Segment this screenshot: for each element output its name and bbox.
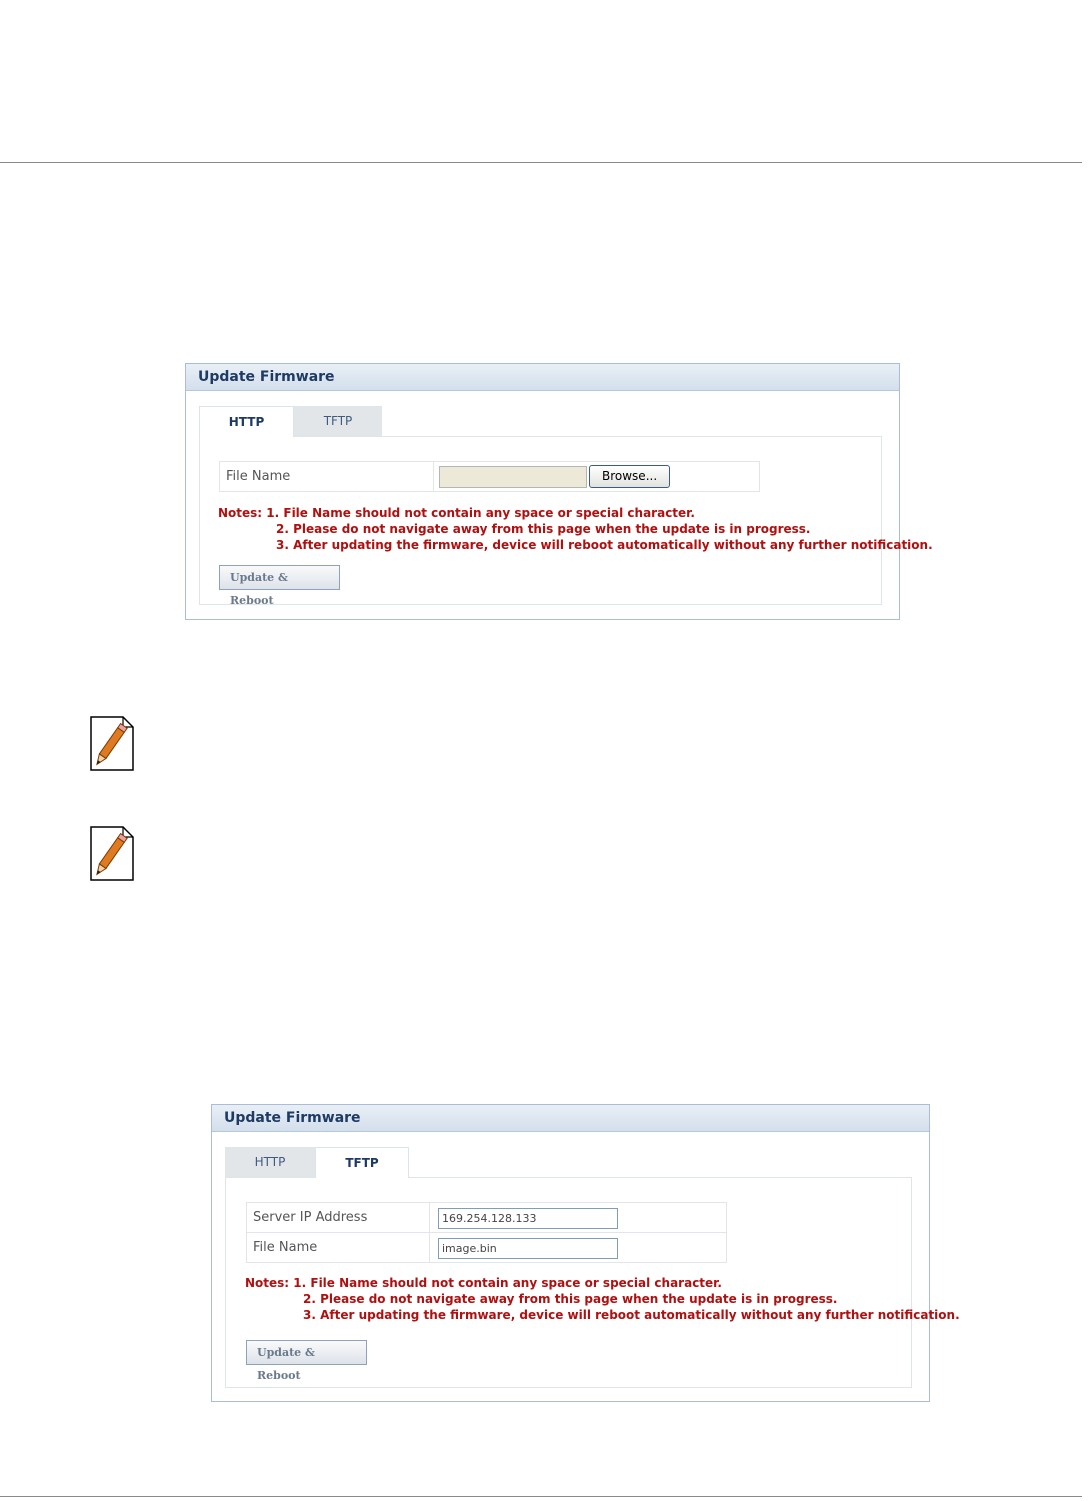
file-name-input[interactable]: image.bin — [438, 1238, 618, 1259]
note-line-1: Notes: 1. File Name should not contain any space or special character. — [218, 506, 695, 520]
table-row — [220, 462, 760, 492]
table-row — [247, 1233, 727, 1263]
tab-tftp[interactable]: TFTP — [315, 1147, 409, 1178]
file-name-cell — [430, 1233, 727, 1263]
tab-http[interactable]: HTTP — [199, 406, 294, 437]
notes-text — [245, 1275, 960, 1323]
note-line-3: 3. After updating the firmware, device will reboot automatically without any further notification. — [276, 538, 933, 552]
note-line-2: 2. Please do not navigate away from this page when the update is in progress. — [303, 1292, 838, 1306]
note-line-1: Notes: 1. File Name should not contain any space or special character. — [245, 1276, 722, 1290]
server-ip-label: Server IP Address — [247, 1203, 430, 1233]
file-picker — [434, 462, 760, 492]
note-pencil-icon — [88, 712, 144, 774]
form-table — [246, 1202, 727, 1263]
update-firmware-panel-http — [185, 363, 933, 620]
note-pencil-icon — [88, 822, 144, 884]
browse-button[interactable]: Browse... — [589, 465, 670, 488]
header-divider — [0, 162, 1082, 163]
tab-http[interactable]: HTTP — [225, 1147, 315, 1178]
note-line-2: 2. Please do not navigate away from this page when the update is in progress. — [276, 522, 811, 536]
update-reboot-button[interactable]: Update & Reboot — [246, 1340, 367, 1365]
form-table — [219, 461, 760, 492]
update-firmware-panel-tftp — [211, 1104, 960, 1402]
table-row — [247, 1203, 727, 1233]
server-ip-input[interactable]: 169.254.128.133 — [438, 1208, 618, 1229]
file-name-label: File Name — [220, 462, 434, 492]
server-ip-cell — [430, 1203, 727, 1233]
file-path-field[interactable] — [439, 466, 587, 488]
panel-title: Update Firmware — [212, 1105, 929, 1132]
file-name-label: File Name — [247, 1233, 430, 1263]
footer-divider — [0, 1496, 1082, 1497]
panel-title: Update Firmware — [186, 364, 899, 391]
update-reboot-button[interactable]: Update & Reboot — [219, 565, 340, 590]
notes-text — [218, 505, 933, 553]
tab-tftp[interactable]: TFTP — [294, 406, 382, 437]
note-line-3: 3. After updating the firmware, device will reboot automatically without any further notification. — [303, 1308, 960, 1322]
